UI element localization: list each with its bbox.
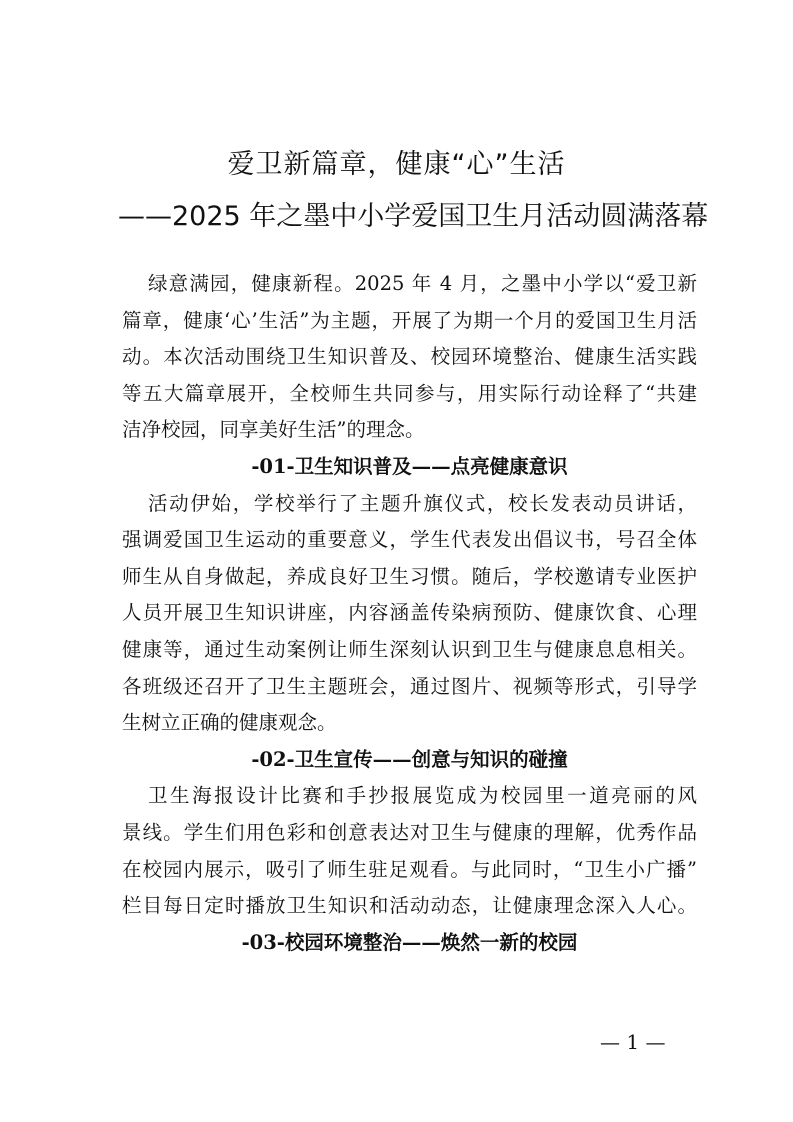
document-body <box>122 266 697 961</box>
text-line: 动。本次活动围绕卫生知识普及、校园环境整治、健康生活实践 <box>122 345 697 369</box>
text-line: 绿意满园，健康新程。2025 年 4 月，之墨中小学以“爱卫新 <box>148 272 697 295</box>
document-subtitle: ——2025 年之墨中小学爱国卫生月活动圆满落幕 <box>118 201 709 232</box>
text-line: 各班级还召开了卫生主题班会，通过图片、视频等形式，引导学 <box>122 674 697 698</box>
text-line: 人员开展卫生知识讲座，内容涵盖传染病预防、健康饮食、心理 <box>122 601 697 625</box>
text-line: 生树立正确的健康观念。 <box>122 711 337 735</box>
text-line: 栏目每日定时播放卫生知识和活动动态，让健康理念深入人心。 <box>122 894 697 918</box>
text-line: 健康等，通过生动案例让师生深刻认识到卫生与健康息息相关。 <box>122 637 697 661</box>
text-line: 篇章，健康‘心’生活”为主题，开展了为期一个月的爱国卫生月活 <box>122 308 697 332</box>
text-line: 景线。学生们用色彩和创意表达对卫生与健康的理解，优秀作品 <box>122 820 697 844</box>
section-01-paragraph <box>122 486 697 742</box>
section-heading-02: -02-卫生宣传——创意与知识的碰撞 <box>251 747 568 771</box>
section-02-paragraph <box>122 778 697 924</box>
text-line: 等五大篇章展开，全校师生共同参与，用实际行动诠释了“共建 <box>122 381 697 405</box>
document-title: 爱卫新篇章，健康“心”生活 <box>227 149 566 180</box>
text-line: 强调爱国卫生运动的重要意义，学生代表发出倡议书，号召全体 <box>122 528 697 552</box>
text-line: 在校园内展示，吸引了师生驻足观看。与此同时，“卫生小广播” <box>122 857 697 881</box>
section-heading-03: -03-校园环境整治——焕然一新的校园 <box>241 930 578 954</box>
page-number: — 1 — <box>600 1030 666 1054</box>
intro-paragraph <box>122 266 697 449</box>
section-heading-01: -01-卫生知识普及——点亮健康意识 <box>251 454 568 478</box>
text-line: 活动伊始，学校举行了主题升旗仪式，校长发表动员讲话， <box>148 491 697 515</box>
text-line: 卫生海报设计比赛和手抄报展览成为校园里一道亮丽的风 <box>148 784 697 808</box>
text-line: 洁净校园，同享美好生活”的理念。 <box>122 418 425 442</box>
text-line: 师生从自身做起，养成良好卫生习惯。随后，学校邀请专业医护 <box>122 564 697 588</box>
